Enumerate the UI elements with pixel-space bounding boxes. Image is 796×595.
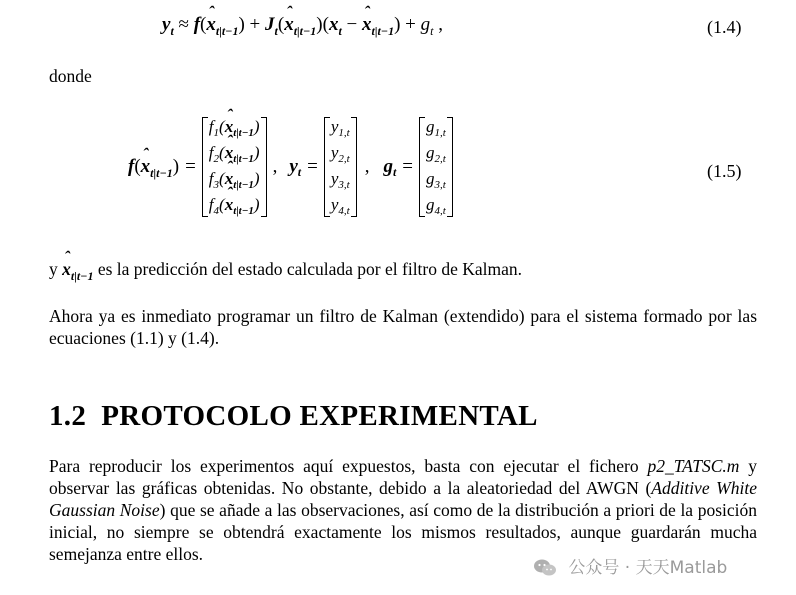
- y-vector-row: $y_{1,t}$: [330, 117, 350, 139]
- watermark-text: 公众号 · 天天Matlab: [568, 558, 728, 578]
- y-vector-row: $y_{4,t}$: [330, 195, 350, 217]
- wechat-icon: [533, 558, 557, 578]
- equation-1-5: [128, 115, 453, 219]
- paragraph-2-part1: Para reproducir los experimentos aquí expuestos, basta con ejecutar el fichero: [49, 456, 639, 476]
- eq-punctuation: ,: [272, 156, 278, 177]
- eq-operator: =: [185, 156, 196, 177]
- equation-number-1-5: (1.5): [707, 161, 742, 181]
- eq-symbol: y: [289, 156, 298, 177]
- equation-1-4: $y_t$ ≈ f(ˆ $x_{t|t-1}$) + $J_t(ˆ$ $x_{t|t-1})(x_t$ − ˆ $x_{t|t-1}) + g_t$ ,: [162, 14, 443, 36]
- eq-subscript: t: [297, 164, 302, 179]
- paragraph-2-part2: y observar las gráficas obtenidas. No obstante, debido a la aleatoriedad del AWGN (: [49, 456, 758, 498]
- eq-symbol: f: [128, 156, 135, 177]
- eq-symbol: g: [420, 14, 431, 35]
- section-heading: [49, 400, 538, 433]
- f-lhs: f(ˆ $x_{t|t-1}$): [128, 156, 179, 178]
- f-vector-row: $f_2(ˆ$ $x_{t|t-1}$): [209, 141, 260, 167]
- y-vector-row: $y_{2,t}$: [330, 143, 350, 165]
- y-vector: [324, 115, 357, 219]
- f-vector-row: $f_3(ˆ$ $x_{t|t-1}$): [209, 167, 260, 193]
- eq-symbol: ˆ x: [62, 258, 71, 280]
- eq-subscript: t: [170, 24, 174, 38]
- prediction-sentence: [49, 258, 522, 282]
- eq-subscript: t|t−1: [150, 166, 173, 180]
- g-vector-row: $g_{3,t}$: [426, 169, 446, 191]
- eq-subscript: t: [430, 24, 434, 38]
- g-vector-row: $g_{4,t}$: [426, 195, 446, 217]
- eq-punctuation: ,: [364, 156, 370, 177]
- filename-text: p2_TATSC.m: [647, 456, 740, 476]
- g-vector-row: $g_{1,t}$: [426, 117, 446, 139]
- eq-symbol: ˆ x: [362, 14, 372, 36]
- eq-punctuation: ,: [438, 14, 443, 35]
- eq-symbol: f: [193, 14, 201, 35]
- eq-subscript: t|t−1: [293, 24, 317, 38]
- eq-operator: −: [346, 14, 358, 35]
- paragraph-2-part3: ) que se añade a las observaciones, así como de la distribución a priori de la posición inicial, no siempre se obtendrá exactamente los mismos resultados, aunque guardarán mucha semejanza entre ellos.: [49, 500, 758, 564]
- eq-symbol: y: [162, 14, 171, 35]
- watermark: [533, 553, 727, 578]
- eq-operator: =: [402, 156, 413, 177]
- eq-subscript: t|t−1: [70, 269, 94, 283]
- eq-symbol: ˆ x: [206, 14, 216, 36]
- eq-subscript: t|t−1: [215, 24, 239, 38]
- f-vector-row: $f_4(ˆ$ $x_{t|t-1}$): [209, 193, 260, 219]
- eq-symbol: ˆ x: [141, 156, 151, 178]
- eq-operator: ≈: [178, 14, 189, 35]
- section-number: 1.2: [49, 400, 87, 432]
- paragraph-1: Ahora ya es inmediato programar un filtro de Kalman (extendido) para el sistema formado por las ecuaciones (1.1) y (1.4).: [49, 306, 757, 348]
- eq-subscript: t: [274, 24, 278, 38]
- sentence-lead: y: [49, 259, 58, 279]
- g-vector: [419, 115, 453, 219]
- eq-operator: +: [249, 14, 261, 35]
- eq-symbol: ˆ x: [284, 14, 294, 36]
- paragraph-2: [49, 455, 757, 565]
- eq-operator: =: [307, 156, 318, 177]
- eq-subscript: t: [338, 24, 342, 38]
- y-vector-row: $y_{3,t}$: [330, 169, 350, 191]
- eq-symbol: x: [328, 14, 339, 35]
- awgn-expansion: Additive White Gaussian Noise: [49, 478, 757, 520]
- eq-symbol: J: [265, 14, 275, 35]
- g-vector-row: $g_{2,t}$: [426, 143, 446, 165]
- f-vector-row: $f_1(ˆ$ $x_{t|t-1}$): [209, 115, 260, 141]
- donde-text: donde: [49, 66, 92, 86]
- eq-symbol: g: [383, 156, 393, 177]
- section-title: PROTOCOLO EXPERIMENTAL: [101, 400, 538, 432]
- f-vector: [202, 115, 267, 219]
- eq-operator: +: [405, 14, 416, 35]
- sentence-rest: es la predicción del estado calculada por el filtro de Kalman.: [97, 259, 523, 279]
- eq-subscript: t: [392, 164, 397, 179]
- equation-number-1-4: (1.4): [707, 17, 742, 37]
- eq-subscript: t|t−1: [371, 24, 395, 38]
